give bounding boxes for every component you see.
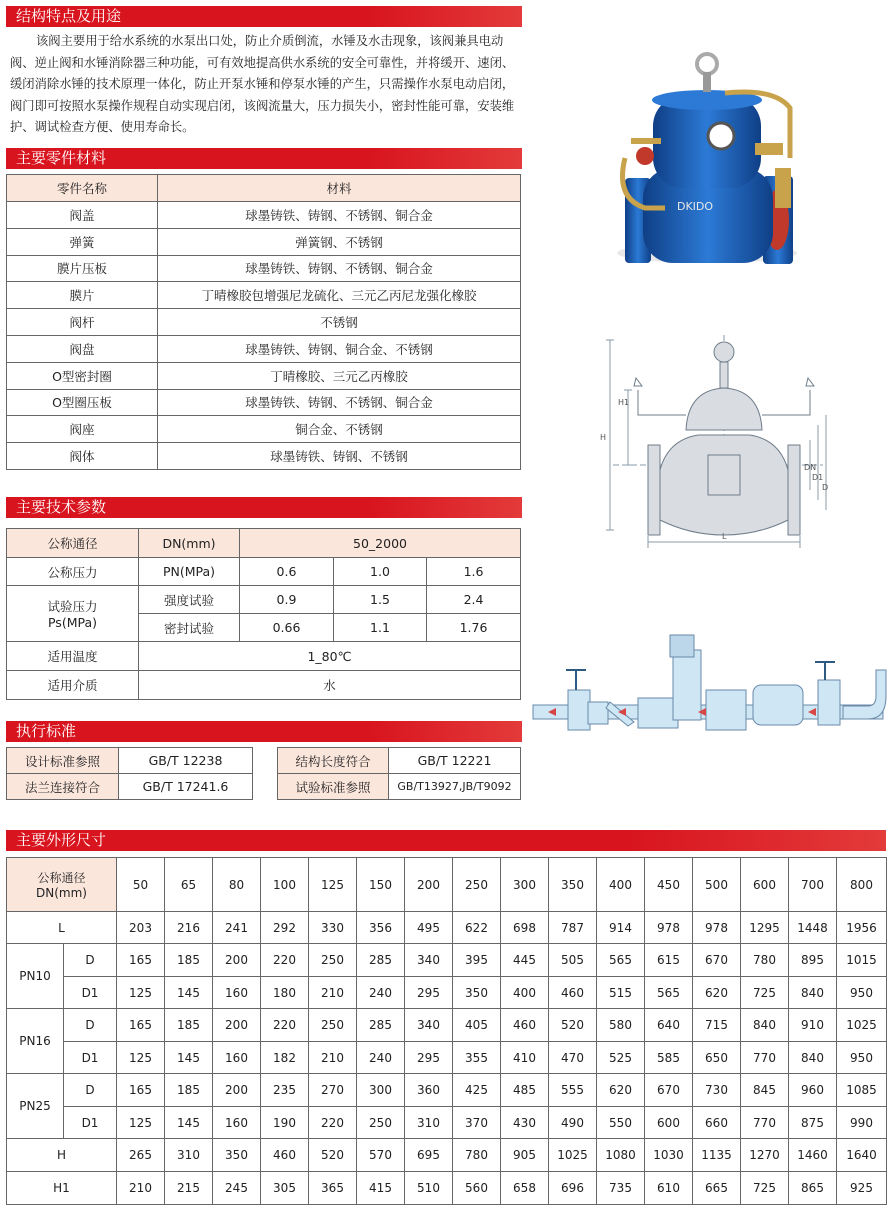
drawing-label-d1: D1 bbox=[812, 473, 824, 482]
dim-d1-value: 210 bbox=[309, 977, 357, 1009]
dim-d-value: 960 bbox=[789, 1074, 837, 1107]
dim-dn-value: 700 bbox=[789, 858, 837, 912]
part-material: 不锈钢 bbox=[158, 309, 521, 336]
standards-table-left bbox=[6, 747, 253, 800]
standard-label: 法兰连接符合 bbox=[7, 774, 119, 800]
dim-d1-value: 950 bbox=[837, 977, 887, 1009]
dim-d-value: 405 bbox=[453, 1009, 501, 1042]
dim-d-value: 185 bbox=[165, 1074, 213, 1107]
standard-value: GB/T13927,JB/T9092 bbox=[389, 774, 521, 800]
dim-d-value: 840 bbox=[741, 1009, 789, 1042]
part-name: 阀杆 bbox=[7, 309, 158, 336]
dim-d1-value: 525 bbox=[597, 1042, 645, 1074]
standard-label: 设计标准参照 bbox=[7, 748, 119, 774]
dim-d1-value: 470 bbox=[549, 1042, 597, 1074]
dim-d-value: 285 bbox=[357, 944, 405, 977]
dim-h1-value: 696 bbox=[549, 1172, 597, 1205]
dim-header-unit: DN(mm) bbox=[36, 886, 87, 900]
dim-d-value: 340 bbox=[405, 1009, 453, 1042]
dim-d-value: 1085 bbox=[837, 1074, 887, 1107]
dim-d-value: 165 bbox=[117, 1009, 165, 1042]
part-material: 球墨铸铁、铸钢、不锈钢、铜合金 bbox=[158, 255, 521, 282]
tech-seal-test-label: 密封试验 bbox=[139, 614, 240, 642]
dim-group-label: PN10 bbox=[7, 944, 64, 1009]
drawing-label-l: L bbox=[722, 532, 727, 541]
parts-row bbox=[7, 255, 521, 282]
dim-d-value: 165 bbox=[117, 944, 165, 977]
dim-d1-value: 160 bbox=[213, 1107, 261, 1139]
dim-dn-value: 100 bbox=[261, 858, 309, 912]
tech-ps-unit: Ps(MPa) bbox=[47, 615, 97, 630]
dim-label-d: D bbox=[64, 944, 117, 977]
dim-d-value: 200 bbox=[213, 1009, 261, 1042]
parts-table bbox=[6, 174, 521, 470]
intro-paragraph: 该阀主要用于给水系统的水泵出口处，防止介质倒流，水锤及水击现象，该阀兼具电动阀、逆止阀和水锤消除器三种功能，可有效地提高供水系统的安全可靠性，并将缓开、速闭、缓闭消除水锤的技术原理一体化，防止开泵水锤和停泵水锤的产生，只需操作水泵电动启闭，阀门即可按照水泵操作规程自动实现启闭，该阀流量大，压力损失小，密封性能可靠，安装维护、调试检查方便、使用寿命长。 bbox=[10, 34, 515, 134]
tech-seal-value: 1.1 bbox=[334, 614, 427, 642]
part-name: O型密封圈 bbox=[7, 362, 158, 389]
dim-dn-value: 450 bbox=[645, 858, 693, 912]
dim-d1-value: 600 bbox=[645, 1107, 693, 1139]
standards-table-right bbox=[277, 747, 521, 800]
dim-h-value: 1135 bbox=[693, 1139, 741, 1172]
dim-d-value: 910 bbox=[789, 1009, 837, 1042]
dim-row-d1 bbox=[7, 1107, 887, 1139]
part-material: 球墨铸铁、铸钢、不锈钢、铜合金 bbox=[158, 202, 521, 229]
dim-d-value: 425 bbox=[453, 1074, 501, 1107]
part-name: 膜片 bbox=[7, 282, 158, 309]
tech-strength-test-label: 强度试验 bbox=[139, 586, 240, 614]
dim-l-value: 787 bbox=[549, 912, 597, 944]
dim-d-value: 300 bbox=[357, 1074, 405, 1107]
part-material: 球墨铸铁、铸钢、不锈钢、铜合金 bbox=[158, 389, 521, 416]
dim-d-value: 895 bbox=[789, 944, 837, 977]
dim-l-value: 622 bbox=[453, 912, 501, 944]
parts-row bbox=[7, 416, 521, 443]
tech-temp-value: 1_80℃ bbox=[139, 642, 521, 671]
dim-row-d bbox=[7, 1074, 887, 1107]
tech-nominal-dia-label: 公称通径 bbox=[7, 529, 139, 558]
dim-d-value: 640 bbox=[645, 1009, 693, 1042]
dim-l-value: 216 bbox=[165, 912, 213, 944]
dim-d-value: 200 bbox=[213, 944, 261, 977]
parts-header-material: 材料 bbox=[158, 175, 521, 202]
dim-row-d bbox=[7, 1009, 887, 1042]
dim-h1-value: 365 bbox=[309, 1172, 357, 1205]
tech-test-pressure-label bbox=[7, 586, 139, 642]
dim-row-l bbox=[7, 912, 887, 944]
dim-group-label: PN25 bbox=[7, 1074, 64, 1139]
dim-d1-value: 840 bbox=[789, 977, 837, 1009]
dim-h1-value: 865 bbox=[789, 1172, 837, 1205]
part-name: O型圈压板 bbox=[7, 389, 158, 416]
dim-d1-value: 650 bbox=[693, 1042, 741, 1074]
dim-d1-value: 220 bbox=[309, 1107, 357, 1139]
dim-d-value: 285 bbox=[357, 1009, 405, 1042]
drawing-label-dn: DN bbox=[804, 463, 817, 472]
parts-row bbox=[7, 362, 521, 389]
dim-label-l: L bbox=[7, 912, 117, 944]
dim-l-value: 203 bbox=[117, 912, 165, 944]
dim-dn-value: 200 bbox=[405, 858, 453, 912]
standard-value: GB/T 12221 bbox=[389, 748, 521, 774]
dim-d1-value: 620 bbox=[693, 977, 741, 1009]
dim-d1-value: 370 bbox=[453, 1107, 501, 1139]
dim-label-h1: H1 bbox=[7, 1172, 117, 1205]
dim-d1-value: 125 bbox=[117, 1107, 165, 1139]
parts-row bbox=[7, 228, 521, 255]
parts-row bbox=[7, 443, 521, 470]
dim-h-value: 350 bbox=[213, 1139, 261, 1172]
tech-strength-value: 1.5 bbox=[334, 586, 427, 614]
dim-d1-value: 145 bbox=[165, 1042, 213, 1074]
dim-d1-value: 490 bbox=[549, 1107, 597, 1139]
dim-d-value: 220 bbox=[261, 1009, 309, 1042]
dim-h-value: 460 bbox=[261, 1139, 309, 1172]
dim-h1-value: 510 bbox=[405, 1172, 453, 1205]
dim-d-value: 445 bbox=[501, 944, 549, 977]
part-material: 球墨铸铁、铸钢、铜合金、不锈钢 bbox=[158, 335, 521, 362]
dim-h1-value: 735 bbox=[597, 1172, 645, 1205]
dim-d1-value: 145 bbox=[165, 1107, 213, 1139]
dim-h-value: 695 bbox=[405, 1139, 453, 1172]
dim-h-value: 1460 bbox=[789, 1139, 837, 1172]
dim-d1-value: 190 bbox=[261, 1107, 309, 1139]
dim-d-value: 395 bbox=[453, 944, 501, 977]
dim-l-value: 1448 bbox=[789, 912, 837, 944]
part-name: 膜片压板 bbox=[7, 255, 158, 282]
dim-dn-value: 800 bbox=[837, 858, 887, 912]
dim-d1-value: 125 bbox=[117, 977, 165, 1009]
tech-pn-value: 1.6 bbox=[427, 558, 521, 586]
dim-header-name: 公称通径 bbox=[37, 871, 86, 885]
dim-h-value: 1030 bbox=[645, 1139, 693, 1172]
dim-label-d1: D1 bbox=[64, 1042, 117, 1074]
dim-dn-value: 400 bbox=[597, 858, 645, 912]
dim-d1-value: 350 bbox=[453, 977, 501, 1009]
dim-row-d bbox=[7, 944, 887, 977]
tech-pn-unit: PN(MPa) bbox=[139, 558, 240, 586]
dim-d-value: 200 bbox=[213, 1074, 261, 1107]
tech-pn-value: 1.0 bbox=[334, 558, 427, 586]
dim-d-value: 670 bbox=[645, 1074, 693, 1107]
part-material: 球墨铸铁、铸钢、不锈钢 bbox=[158, 443, 521, 470]
dim-d-value: 485 bbox=[501, 1074, 549, 1107]
dim-d-value: 845 bbox=[741, 1074, 789, 1107]
tech-strength-value: 2.4 bbox=[427, 586, 521, 614]
dim-d1-value: 310 bbox=[405, 1107, 453, 1139]
dim-d1-value: 840 bbox=[789, 1042, 837, 1074]
parts-header-part: 零件名称 bbox=[7, 175, 158, 202]
dim-l-value: 1295 bbox=[741, 912, 789, 944]
dim-d-value: 185 bbox=[165, 944, 213, 977]
tech-seal-value: 0.66 bbox=[240, 614, 334, 642]
dim-d-value: 565 bbox=[597, 944, 645, 977]
tech-medium-label: 适用介质 bbox=[7, 671, 139, 700]
dim-d-value: 235 bbox=[261, 1074, 309, 1107]
dim-d-value: 505 bbox=[549, 944, 597, 977]
dim-dn-value: 600 bbox=[741, 858, 789, 912]
dim-l-value: 1956 bbox=[837, 912, 887, 944]
dim-l-value: 356 bbox=[357, 912, 405, 944]
dim-d1-value: 160 bbox=[213, 977, 261, 1009]
dim-row-h bbox=[7, 1139, 887, 1172]
parts-row bbox=[7, 282, 521, 309]
dim-row-d1 bbox=[7, 977, 887, 1009]
dim-d-value: 250 bbox=[309, 944, 357, 977]
dim-d-value: 580 bbox=[597, 1009, 645, 1042]
dim-d1-value: 770 bbox=[741, 1107, 789, 1139]
tech-temp-label: 适用温度 bbox=[7, 642, 139, 671]
dim-l-value: 978 bbox=[645, 912, 693, 944]
dim-h1-value: 560 bbox=[453, 1172, 501, 1205]
dim-d-value: 715 bbox=[693, 1009, 741, 1042]
dim-d-value: 670 bbox=[693, 944, 741, 977]
dim-h-value: 1640 bbox=[837, 1139, 887, 1172]
dim-d1-value: 565 bbox=[645, 977, 693, 1009]
standard-label: 结构长度符合 bbox=[278, 748, 389, 774]
dim-d-value: 520 bbox=[549, 1009, 597, 1042]
standard-value: GB/T 12238 bbox=[119, 748, 253, 774]
dim-d1-value: 990 bbox=[837, 1107, 887, 1139]
dim-d1-value: 295 bbox=[405, 1042, 453, 1074]
dim-l-value: 292 bbox=[261, 912, 309, 944]
dim-d1-value: 410 bbox=[501, 1042, 549, 1074]
dim-h1-value: 610 bbox=[645, 1172, 693, 1205]
dim-dn-value: 250 bbox=[453, 858, 501, 912]
dim-h-value: 520 bbox=[309, 1139, 357, 1172]
dim-d-value: 620 bbox=[597, 1074, 645, 1107]
section-title-parts: 主要零件材料 bbox=[6, 148, 522, 169]
dim-group-label: PN16 bbox=[7, 1009, 64, 1074]
dim-dn-value: 300 bbox=[501, 858, 549, 912]
dim-d1-value: 950 bbox=[837, 1042, 887, 1074]
parts-header-row bbox=[7, 175, 521, 202]
dim-d-value: 185 bbox=[165, 1009, 213, 1042]
section-title-tech: 主要技术参数 bbox=[6, 497, 522, 518]
dim-l-value: 495 bbox=[405, 912, 453, 944]
part-name: 阀座 bbox=[7, 416, 158, 443]
dim-d1-value: 515 bbox=[597, 977, 645, 1009]
part-material: 铜合金、不锈钢 bbox=[158, 416, 521, 443]
dim-dn-value: 350 bbox=[549, 858, 597, 912]
dim-d1-value: 160 bbox=[213, 1042, 261, 1074]
dim-d1-value: 660 bbox=[693, 1107, 741, 1139]
dim-h1-value: 725 bbox=[741, 1172, 789, 1205]
dim-d1-value: 725 bbox=[741, 977, 789, 1009]
tech-pn-value: 0.6 bbox=[240, 558, 334, 586]
dim-h1-value: 658 bbox=[501, 1172, 549, 1205]
tech-test-pressure-name: 试验压力 bbox=[47, 599, 98, 614]
parts-row bbox=[7, 389, 521, 416]
dim-dn-value: 125 bbox=[309, 858, 357, 912]
dim-h-value: 570 bbox=[357, 1139, 405, 1172]
dim-dn-value: 80 bbox=[213, 858, 261, 912]
drawing-label-h: H bbox=[600, 433, 607, 442]
parts-row bbox=[7, 335, 521, 362]
dim-d-value: 250 bbox=[309, 1009, 357, 1042]
dim-d1-value: 125 bbox=[117, 1042, 165, 1074]
dim-d-value: 270 bbox=[309, 1074, 357, 1107]
dim-header-row bbox=[7, 858, 887, 912]
section-title-structure: 结构特点及用途 bbox=[6, 6, 522, 27]
dim-h1-value: 665 bbox=[693, 1172, 741, 1205]
tech-dn-unit: DN(mm) bbox=[139, 529, 240, 558]
dim-dn-value: 65 bbox=[165, 858, 213, 912]
standard-label: 试验标准参照 bbox=[278, 774, 389, 800]
installation-diagram bbox=[528, 630, 888, 740]
dim-l-value: 330 bbox=[309, 912, 357, 944]
parts-row bbox=[7, 202, 521, 229]
dim-label-d1: D1 bbox=[64, 977, 117, 1009]
dim-d1-value: 240 bbox=[357, 977, 405, 1009]
dim-d-value: 730 bbox=[693, 1074, 741, 1107]
part-name: 弹簧 bbox=[7, 228, 158, 255]
parts-row bbox=[7, 309, 521, 336]
standard-value: GB/T 17241.6 bbox=[119, 774, 253, 800]
dim-h1-value: 305 bbox=[261, 1172, 309, 1205]
dim-l-value: 698 bbox=[501, 912, 549, 944]
tech-nominal-pressure-label: 公称压力 bbox=[7, 558, 139, 586]
dim-d1-value: 182 bbox=[261, 1042, 309, 1074]
tech-table bbox=[6, 528, 521, 700]
drawing-label-d: D bbox=[822, 483, 829, 492]
dim-d-value: 1015 bbox=[837, 944, 887, 977]
dim-label-h: H bbox=[7, 1139, 117, 1172]
dim-d1-value: 240 bbox=[357, 1042, 405, 1074]
dim-dn-value: 50 bbox=[117, 858, 165, 912]
dim-d1-value: 460 bbox=[549, 977, 597, 1009]
dim-header-label bbox=[7, 858, 117, 912]
dim-d1-value: 295 bbox=[405, 977, 453, 1009]
part-material: 丁晴橡胶、三元乙丙橡胶 bbox=[158, 362, 521, 389]
dim-h-value: 905 bbox=[501, 1139, 549, 1172]
dim-h1-value: 215 bbox=[165, 1172, 213, 1205]
dim-h1-value: 415 bbox=[357, 1172, 405, 1205]
dim-row-h1 bbox=[7, 1172, 887, 1205]
dim-d1-value: 180 bbox=[261, 977, 309, 1009]
dim-h-value: 265 bbox=[117, 1139, 165, 1172]
dim-d-value: 1025 bbox=[837, 1009, 887, 1042]
dim-d-value: 780 bbox=[741, 944, 789, 977]
dimensions-table bbox=[6, 857, 887, 1205]
section-title-standards: 执行标准 bbox=[6, 721, 522, 742]
dim-l-value: 978 bbox=[693, 912, 741, 944]
dim-d1-value: 250 bbox=[357, 1107, 405, 1139]
tech-medium-value: 水 bbox=[139, 671, 521, 700]
tech-seal-value: 1.76 bbox=[427, 614, 521, 642]
dim-d-value: 340 bbox=[405, 944, 453, 977]
tech-dn-range: 50_2000 bbox=[240, 529, 521, 558]
part-name: 阀体 bbox=[7, 443, 158, 470]
part-material: 弹簧钢、不锈钢 bbox=[158, 228, 521, 255]
dim-h1-value: 925 bbox=[837, 1172, 887, 1205]
dim-d-value: 615 bbox=[645, 944, 693, 977]
dim-h-value: 310 bbox=[165, 1139, 213, 1172]
dim-h-value: 780 bbox=[453, 1139, 501, 1172]
dim-h-value: 1025 bbox=[549, 1139, 597, 1172]
dim-label-d: D bbox=[64, 1009, 117, 1042]
dim-h-value: 1080 bbox=[597, 1139, 645, 1172]
dim-d1-value: 355 bbox=[453, 1042, 501, 1074]
dim-d-value: 460 bbox=[501, 1009, 549, 1042]
dim-d1-value: 770 bbox=[741, 1042, 789, 1074]
dim-h1-value: 210 bbox=[117, 1172, 165, 1205]
dim-label-d1: D1 bbox=[64, 1107, 117, 1139]
dim-l-value: 241 bbox=[213, 912, 261, 944]
valve-brand-text: DKIDO bbox=[677, 200, 714, 213]
dim-d1-value: 585 bbox=[645, 1042, 693, 1074]
valve-photo bbox=[605, 48, 810, 273]
dim-d-value: 165 bbox=[117, 1074, 165, 1107]
dim-dn-value: 150 bbox=[357, 858, 405, 912]
valve-cross-section-drawing bbox=[598, 330, 838, 550]
part-name: 阀盖 bbox=[7, 202, 158, 229]
dim-d1-value: 875 bbox=[789, 1107, 837, 1139]
dim-d1-value: 400 bbox=[501, 977, 549, 1009]
dim-d1-value: 210 bbox=[309, 1042, 357, 1074]
dim-label-d: D bbox=[64, 1074, 117, 1107]
dim-d-value: 220 bbox=[261, 944, 309, 977]
section-title-dimensions: 主要外形尺寸 bbox=[6, 830, 886, 851]
part-material: 丁晴橡胶包增强尼龙硫化、三元乙丙尼龙强化橡胶 bbox=[158, 282, 521, 309]
dim-h1-value: 245 bbox=[213, 1172, 261, 1205]
dim-h-value: 1270 bbox=[741, 1139, 789, 1172]
dim-dn-value: 500 bbox=[693, 858, 741, 912]
dim-d-value: 555 bbox=[549, 1074, 597, 1107]
tech-strength-value: 0.9 bbox=[240, 586, 334, 614]
dim-l-value: 914 bbox=[597, 912, 645, 944]
part-name: 阀盘 bbox=[7, 335, 158, 362]
dim-d1-value: 145 bbox=[165, 977, 213, 1009]
dim-row-d1 bbox=[7, 1042, 887, 1074]
dim-d1-value: 430 bbox=[501, 1107, 549, 1139]
drawing-label-h1: H1 bbox=[618, 398, 630, 407]
dim-d1-value: 550 bbox=[597, 1107, 645, 1139]
dim-d-value: 360 bbox=[405, 1074, 453, 1107]
